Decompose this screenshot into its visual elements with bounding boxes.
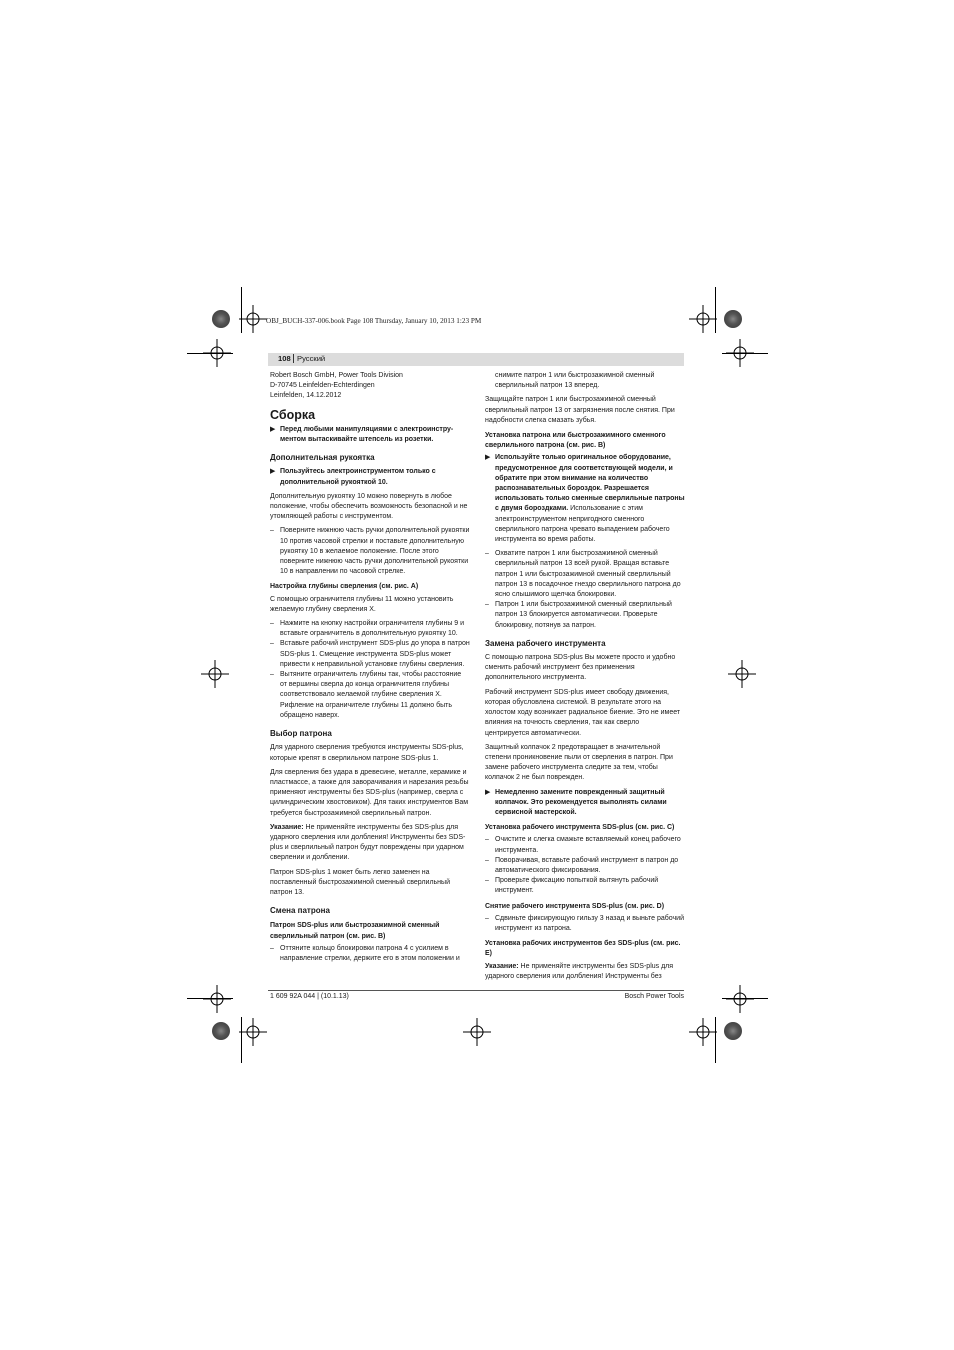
language-label: Русский xyxy=(293,354,325,363)
paragraph: снимите патрон 1 или быстрозажимной сменный сверлильный патрон 13 вперед. xyxy=(495,372,655,390)
crosshair-icon xyxy=(203,339,231,367)
warning-text: Пользуйтесь электроинструментом только с дополнительной рукояткой 10. xyxy=(280,468,436,486)
book-slug: OBJ_BUCH-337-006.book Page 108 Thursday, January 10, 2013 1:23 PM xyxy=(266,317,482,325)
paragraph: Дополнительную рукоятку 10 можно повернуть в любое положение, чтобы обеспечить возможность безопасной и не утомляющей работы с инструментом. xyxy=(270,492,468,521)
list-item: – Очистите и слегка смажьте вставляемый конец рабочего инструмента. xyxy=(485,836,681,854)
left-column xyxy=(270,371,470,968)
arrow-icon: ▶ xyxy=(270,425,276,433)
registration-circle-icon xyxy=(212,1022,230,1040)
crosshair-icon xyxy=(728,660,756,688)
footer-rule xyxy=(268,990,684,991)
warning-item xyxy=(270,425,470,445)
paragraph: С помощью патрона SDS-plus Вы можете просто и удобно сменить рабочий инструмент без применения дополнительного инструмента. xyxy=(485,654,676,682)
crosshair-icon xyxy=(239,1018,267,1046)
right-column xyxy=(485,371,685,986)
note-paragraph: Указание: Не применяйте инструменты без SDS-plus для ударного сверления или долбления! Инструменты без xyxy=(485,962,674,980)
paragraph: Для сверления без удара в древесине, металле, керамике и пластмассе, а также для заворачивания и нарезания резьбы применяют инструменты без SDS-plus (например, сверла с цилиндрическим хвостовиком). Для таких инструментов Вам требуется быстрозажимной сверлильный патрон. xyxy=(270,768,469,817)
warning-item: ▶ Немедленно замените поврежденный защитный колпачок. Это рекомендуется выполнять силами сервисной мастерской. xyxy=(485,788,667,816)
registration-circle-icon xyxy=(212,310,230,328)
step-list xyxy=(270,526,470,577)
list-item: – Нажмите на кнопку настройки ограничителя глубины 9 и вставьте ограничитель в дополнительную рукоятку 10. xyxy=(270,620,465,638)
note-paragraph: Указание: Не применяйте инструменты без SDS-plus для ударного сверления или долбления! Инструменты без SDS-plus и сверлильный патрон будут повреждены при ударном сверлении и долблении. xyxy=(270,823,466,862)
subsection-title: Установка патрона или быстрозажимного сменного сверлильного патрона (см. рис. B) xyxy=(485,432,666,450)
section-title: Сборка xyxy=(270,407,316,422)
step-list xyxy=(485,549,685,631)
crosshair-icon xyxy=(201,660,229,688)
crosshair-icon xyxy=(463,1018,491,1046)
list-item: – Проверьте фиксацию попыткой вытянуть рабочий инструмент. xyxy=(485,877,659,895)
subsection-title: Патрон SDS-plus или быстрозажимной сменный сверлильный патрон (см. рис. B) xyxy=(270,922,440,940)
subsection-title: Смена патрона xyxy=(270,906,330,916)
subsection-title: Замена рабочего инструмента xyxy=(485,638,606,648)
address-block xyxy=(270,371,470,402)
paragraph: Защитный колпачок 2 предотвращает в значительной степени проникновение пыли от сверления в патрон. При замене рабочего инструмента следите за тем, чтобы колпачок 2 не был поврежден. xyxy=(485,743,673,782)
warning-item: ▶ Используйте только оригинальное оборудование, предусмотренное для соответствующей модели, и обратите при этом внимание на количество распознавательных бороздок. Разрешается использовать только сменные сверлильные патроны с двумя бороздками. Использование с этим электроинструментом непригодного сменного сверлильного патрона чревато выпадением рабочего инструмента во время работы. xyxy=(485,454,685,544)
list-item: – Оттяните кольцо блокировки патрона 4 с усилием в направление стрелки, держите его в этом положении и xyxy=(270,944,460,962)
warning-text: Перед любыми манипуляциями с электроинстру-ментом вытаскивайте штепсель из розетки. xyxy=(280,425,454,444)
crosshair-icon xyxy=(689,305,717,333)
paragraph: Рабочий инструмент SDS-plus имеет свободу движения, которая обусловлена системой. В результате этого на холостом ходу возникает радиальное биение. Это не имеет влияния на точность сверления, так как сверло центрируется автоматически. xyxy=(485,688,681,737)
arrow-icon: ▶ xyxy=(485,454,491,462)
step-list xyxy=(270,944,470,964)
step-list xyxy=(485,914,685,934)
list-item: – Патрон 1 или быстрозажимной сменный сверлильный патрон 13 блокируется автоматически. Проверьте блокировку, потянув за патрон. xyxy=(485,601,672,629)
warning-item xyxy=(270,467,470,487)
crosshair-icon xyxy=(689,1018,717,1046)
crosshair-icon xyxy=(203,985,231,1013)
paragraph: С помощью ограничителя глубины 11 можно установить желаемую глубину сверления X. xyxy=(270,595,454,613)
list-item: – Охватите патрон 1 или быстрозажимной сменный сверлильный патрон 13 всей рукой. Вращая вставьте патрон 1 или быстрозажимной сменный сверлильный патрон 13 в посадочное гнездо сверлильного патрона до ясно слышимого щелчка блокировки. xyxy=(485,550,681,599)
subsection-title: Выбор патрона xyxy=(270,729,332,739)
arrow-icon: ▶ xyxy=(270,468,276,476)
crosshair-icon xyxy=(726,339,754,367)
paragraph: Защищайте патрон 1 или быстрозажимной сменный сверлильный патрон 13 от загрязнения после снятия. При надобности слегка смазать зубья. xyxy=(485,396,675,424)
footer-right: Bosch Power Tools xyxy=(624,993,684,1000)
list-item: – Вытяните ограничитель глубины так, чтобы расстояние от вершины сверла до конца ограничителя глубины соответствовало желаемой глубине сверления X. Рифление на ограничителе глубины 11 должно быть обращено наверх. xyxy=(270,671,462,719)
address-line: Robert Bosch GmbH, Power Tools Division xyxy=(270,372,403,379)
subsection-title: Установка рабочего инструмента SDS-plus (см. рис. C) xyxy=(485,824,675,832)
step-list xyxy=(485,835,685,896)
page-header-bar xyxy=(268,353,684,366)
subsection-title: Настройка глубины сверления (см. рис. А) xyxy=(270,583,419,591)
crosshair-icon xyxy=(239,305,267,333)
crosshair-icon xyxy=(726,985,754,1013)
footer-left: 1 609 92A 044 | (10.1.13) xyxy=(270,993,349,1000)
paragraph: Патрон SDS-plus 1 может быть легко заменен на поставленный быстрозажимной сменный сверлильный патрон 13. xyxy=(270,868,450,896)
step-list xyxy=(270,619,470,721)
arrow-icon: ▶ xyxy=(485,788,491,796)
subsection-title: Снятие рабочего инструмента SDS-plus (см. рис. D) xyxy=(485,902,665,910)
paragraph: Для ударного сверления требуются инструменты SDS-plus, которые крепят в сверлильном патроне SDS-plus 1. xyxy=(270,744,464,762)
list-item: – Поворачивая, вставьте рабочий инструмент в патрон до автоматического фиксирования. xyxy=(485,856,679,874)
address-line: D-70745 Leinfelden-Echterdingen xyxy=(270,382,375,390)
address-line: Leinfelden, 14.12.2012 xyxy=(270,392,342,400)
registration-circle-icon xyxy=(724,1022,742,1040)
subsection-title: Дополнительная рукоятка xyxy=(270,453,375,463)
list-item: – Сдвиньте фиксирующую гильзу 3 назад и выньте рабочий инструмент из патрона. xyxy=(485,914,684,932)
page-number: 108 xyxy=(278,354,291,363)
registration-circle-icon xyxy=(724,310,742,328)
subsection-title: Установка рабочих инструментов без SDS-plus (см. рис. E) xyxy=(485,940,681,958)
list-item: – Вставьте рабочий инструмент SDS-plus до упора в патрон SDS-plus 1. Смещение инструмента SDS-plus может привести к неправильной установке глубины сверления. xyxy=(270,640,470,668)
list-item: – Поверните нижнюю часть ручки дополнительной рукоятки 10 против часовой стрелки и поставьте дополнительную рукоятку 10 в желаемое положение. После этого поверните нижнюю часть ручки дополнительной рукоятки 10 в направлении по часовой стрелке. xyxy=(270,527,470,576)
